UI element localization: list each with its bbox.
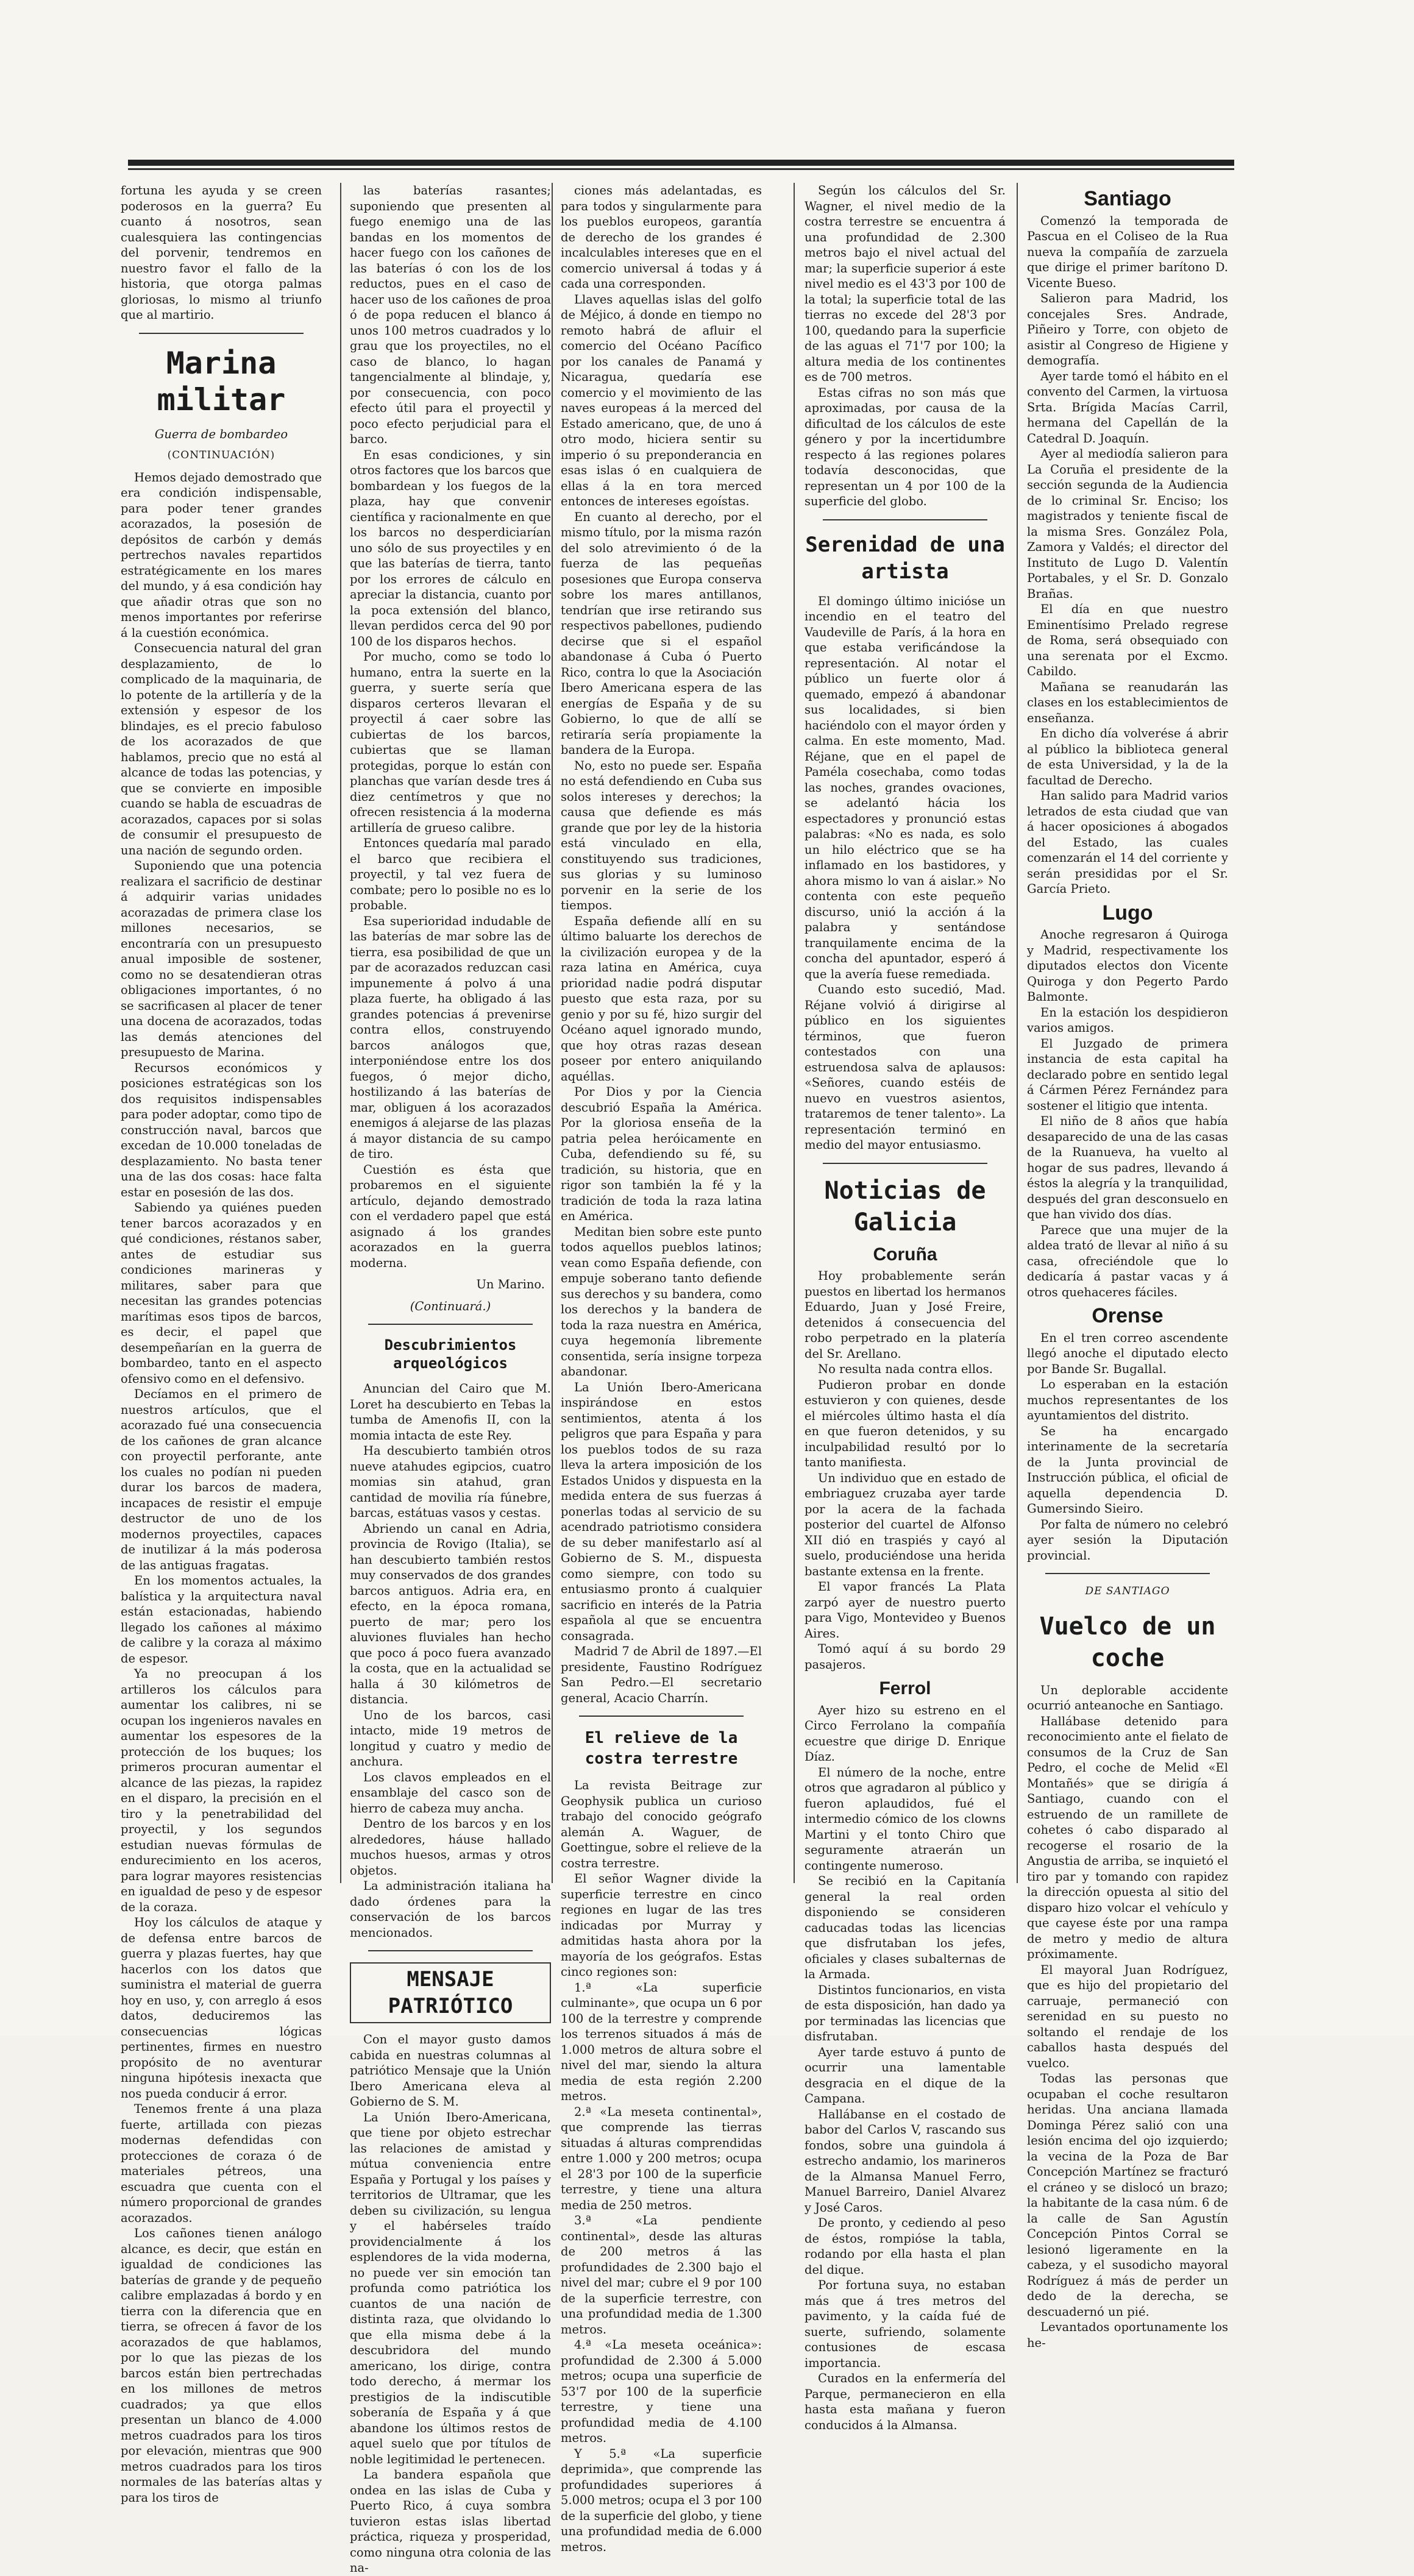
continuation-note: (Continuará.)	[410, 1299, 491, 1313]
paragraph: 4.ª «La meseta oceánica»: profundidad de 2.300 á 5.000 metros; ocupa una superficie de 53'7 por 100 de la superficie terrestre, y tiene una profundidad media de 4.100 metros.	[561, 2338, 762, 2445]
paragraph: Según los cálculos del Sr. Wagner, el nivel medio de la costra terrestre se encuentra á una profundidad de 2.300 metros bajo el nivel actual del mar; la superficie superior á este nivel medio es el 43'3 por 100 de la total; la superficie total de las tierras no excede del 28'3 por 100, quedando para la superficie de las aguas el 71'7 por 100; la altura media de los continentes es de 700 metros.	[805, 183, 1006, 384]
paragraph: La administración italiana ha dado órdenes para la conservación de los barcos mencionados.	[350, 1879, 551, 1940]
article-body	[121, 470, 322, 2506]
divider	[823, 1163, 987, 1164]
paragraph: Ayer al mediodía salieron para La Coruña el presidente de la sección segunda de la Audiencia de lo criminal Sr. Enciso; los magistrados y teniente fiscal de la misma Sres. González Pola, Zamora y Valdés; el director del Instituto de Lugo D. Valentín Portabales, y el Sr. D. Gonzalo Brañas.	[1027, 447, 1228, 601]
paragraph: 1.ª «La superficie culminante», que ocupa un 6 por 100 de la terrestre y comprende los terrenos situados á más de 1.000 metros de altura sobre el nivel del mar, siendo la altura media de esta región 2.200 metros.	[561, 1980, 762, 2103]
paragraph: Suponiendo que una potencia realizara el sacrificio de destinar á adquirir varias unidades acorazadas de primera clase los millones necesarios, se encontraría con un presupuesto anual imposible de sostener, como no se desatendieran otras obligaciones importantes, ó no se sacrificasen al placer de tener una docena de acorazados, todas las demás atenciones del presupuesto de Marina.	[121, 859, 322, 1059]
paragraph: Estas cifras no son más que aproximadas, por causa de la dificultad de los cálculos de este género y por la incertidumbre respecto á las regiones polares todavía desconocidas, que representan un 4 por 100 de la superficie del globo.	[805, 385, 1006, 508]
paragraph: Madrid 7 de Abril de 1897.—El presidente, Faustino Rodríguez San Pedro.—El secretario general, Acacio Charrín.	[561, 1644, 762, 1705]
paragraph: Por falta de número no celebró ayer sesión la Diputación provincial.	[1027, 1517, 1228, 1563]
paragraph: De pronto, y cediendo al peso de éstos, rompióse la tabla, rodando por ella hasta el plan del dique.	[805, 2216, 1006, 2277]
paragraph: Tomó aquí á su bordo 29 pasajeros.	[805, 1642, 1006, 1672]
paragraph: La Unión Ibero-Americana inspirándose en estos sentimientos, atenta á los peligros que para España y para los pueblos todos de su raza lleva la artera imposición de los Estados Unidos y dispuesta en la medida entera de sus fuerzas á ponerlas todas al servicio de su acendrado patriotismo considera de su deber manifestarlo así al Gobierno de S. M., dispuesta como siempre, con todo su entusiasmo pronto á cualquier sacrificio en interés de la Patria española al que se encuentra consagrada.	[561, 1380, 762, 1643]
subsection-orense: Orense	[1092, 1304, 1164, 1327]
article-body	[1027, 927, 1228, 1300]
paragraph: Con el mayor gusto damos cabida en nuestras columnas al patriótico Mensaje que la Unión Ibero Americana eleva al Gobierno de S. M.	[350, 2032, 551, 2109]
paragraph: Llaves aquellas islas del golfo de Méjico, á donde en tiempo no remoto habrá de afluir el comercio del Océano Pacífico por los canales de Panamá y Nicaragua, quedaría ese comercio y el movimiento de las naves europeas á la merced del Estado americano, que, de uno á otro modo, hiciera sentir su imperio ó su preponderancia en esas islas ó en cualquiera de ellas á la en tora merced entonces de intereses egoístas.	[561, 292, 762, 508]
paragraph: En esas condiciones, y sin otros factores que los barcos que bombardean y los fuegos de la plaza, hay que convenir científica y racionalmente en que los barcos no desperdiciarían uno sólo de sus proyectiles y en que las baterías de tierra, tanto por los errores de cálculo en apreciar la distancia, cuanto por la poca extensión del blanco, llevan perdidos cerca del 90 por 100 de los disparos hechos.	[350, 447, 551, 648]
paragraph: Sabiendo ya quiénes pueden tener barcos acorazados y en qué condiciones, réstanos saber, antes de estudiar sus condiciones marineras y militares, saber para que necesitan las grandes potencias marítimas esos tipos de barcos, es decir, el papel que desempeñarían en la guerra de bombardeo, tanto en el aspecto ofensivo como en el defensivo.	[121, 1201, 322, 1386]
paragraph: Anoche regresaron á Quiroga y Madrid, respectivamente los diputados electos don Vicente Quiroga y don Pegerto Pardo Balmonte.	[1027, 928, 1228, 1004]
paragraph: Ya no preocupan á los artilleros los cálculos para aumentar los calibres, ni se ocupan los ingenieros navales en aumentar los espesores de la protección de los buques; los primeros procuran aumentar el alcance de las piezas, la rapidez en el disparo, la precisión en el tiro y la penetrabilidad del proyectil, y los segundos estudian nuevas fórmulas de endurecimiento en los aceros, para lograr mayores resistencias en igualdad de peso y de espesor de la coraza.	[121, 1667, 322, 1914]
paragraph: Y 5.ª «La superficie deprimida», que comprende las profundidades superiores á 5.000 metros; ocupa el 3 por 100 de la superficie del globo, y tiene una profundidad media de 6.000 metros.	[561, 2446, 762, 2554]
dateline: DE SANTIAGO	[1085, 1585, 1170, 1597]
article-body	[805, 1268, 1006, 1672]
paragraph: El vapor francés La Plata zarpó ayer de nuestro puerto para Vigo, Montevideo y Buenos Aires.	[805, 1580, 1006, 1641]
paragraph: Decíamos en el primero de nuestros artículos, que el acorazado fué una consecuencia de los cañones de gran alcance con proyectil perforante, ante los cuales no podían ni pueden durar los barcos de madera, incapaces de resistir el empuje destructor de uno de los modernos proyectiles, capaces de inutilizar á la más poderosa de las antiguas fragatas.	[121, 1387, 322, 1572]
divider	[823, 519, 987, 520]
column-rule	[340, 183, 341, 1883]
section-title-galicia: Noticias de Galicia	[824, 1176, 986, 1237]
paragraph: Anuncian del Cairo que M. Loret ha descubierto en Tebas la tumba de Amenofis II, con la momia intacta de este Rey.	[350, 1382, 551, 1442]
paragraph: Han salido para Madrid varios letrados de esta ciudad que van á hacer oposiciones á abogados del Estado, las cuales comenzarán el 14 del corriente y serán presididas por el Sr. García Prieto.	[1027, 789, 1228, 896]
paragraph: El domingo último inicióse un incendio en el teatro del Vaudeville de París, á la hora en que estaba verificándose la representación. Al notar el público un fuerte olor á quemado, empezó á abandonar sus localidades, si bien haciéndolo con el mayor órden y calma. En este momento, Mad. Réjane, que en el papel de Paméla cosechaba, como todas las noches, grandes ovaciones, se adelantó hácia los espectadores y pronunció estas palabras: «No es nada, es solo un hilo eléctrico que se ha inflamado en los bastidores, y ahora mismo lo van á aislar.» No contenta con este pequeño discurso, unió la acción á la palabra y sentándose tranquilamente encima de la concha del apuntador, esperó á que la avería fuese remediada.	[805, 594, 1006, 981]
article-title-serenidad: Serenidad de una artista	[805, 532, 1005, 584]
paragraph: Por fortuna suya, no estaban más que á tres metros del pavimento, y la caída fué de suerte, sufriendo, solamente contusiones de escasa importancia.	[805, 2278, 1006, 2370]
divider	[1045, 1573, 1210, 1574]
paragraph: Distintos funcionarios, en vista de esta disposición, han dado ya por terminadas las licencias que disfrutaban.	[805, 1982, 1006, 2043]
header-rule-thin	[128, 168, 1234, 170]
paragraph: las baterías rasantes; suponiendo que presenten al fuego enemigo una de las bandas en los momentos de hacer fuego con los cañones de las baterías ó con los de los reductos, pues en el caso de hacer uso de los cañones de proa ó de popa reducen el blanco á unos 100 metros cuadrados y lo grau que los proyectiles, no el caso de blanco, lo hagan tangencialmente al blindaje, y, por consecuencia, con poco efecto útil para el proyectil y poco efecto perjudicial para el barco.	[350, 183, 551, 446]
column-3	[561, 183, 762, 2554]
paragraph: Pudieron probar en donde estuvieron y con quienes, desde el miércoles último hasta el día en que fueron detenidos, y su inculpabilidad resultó por lo tanto manifiesta.	[805, 1377, 1006, 1469]
paragraph: El número de la noche, entre otros que agradaron al público y fueron aplaudidos, fué el intermedio cómico de los clowns Martini y el tonto Chiro que seguramente atraerán un contingente numeroso.	[805, 1765, 1006, 1873]
paragraph: En cuanto al derecho, por el mismo título, por la misma razón del solo atrevimiento ó de la fuerza de las pequeñas posesiones que Europa conserva sobre los mares antillanos, tendrían que irse retirando sus respectivos pabellones, pudiendo decirse que si el español abandonase á Cuba ó Puerto Rico, contra lo que la Asociación Ibero Americana espera de las energías de España y de su Gobierno, lo que de allí se retiraría sería propiamente la bandera de la Europa.	[561, 509, 762, 757]
paragraph: El señor Wagner divide la superficie terrestre en cinco regiones en lugar de las tres indicadas por Murray y admitidas hasta ahora por la mayoría de los geógrafos. Estas cinco regiones son:	[561, 1872, 762, 1979]
paragraph: Hoy probablemente serán puestos en libertad los hermanos Eduardo, Juan y José Freire, detenidos á consecuencia del robo perpetrado en la platería del Sr. Arellano.	[805, 1269, 1006, 1361]
article-body	[561, 1778, 762, 2555]
paragraph: Parece que una mujer de la aldea trató de llevar al niño á su casa, ofreciéndole que lo dedicaría á pastar vacas y á otros quehaceres fáciles.	[1027, 1222, 1228, 1299]
paragraph: Ayer hizo su estreno en el Circo Ferrolano la compañía ecuestre que dirige D. Enrique Díaz.	[805, 1703, 1006, 1764]
paragraph: Comenzó la temporada de Pascua en el Coliseo de la Rua nueva la compañía de zarzuela que dirige el primer barítono D. Vicente Bueso.	[1027, 213, 1228, 290]
paragraph: Dentro de los barcos y en los alrededores, háuse hallado muchos huesos, armas y otros objetos.	[350, 1817, 551, 1878]
column-rule	[552, 183, 553, 1883]
paragraph: Los cañones tienen análogo alcance, es decir, que están en igualdad de condiciones las baterías de grande y de pequeño calibre emplazadas á bordo y en tierra con la diferencia que en tierra, se ofrecen á favor de los acorazados de que hablamos, por lo que las piezas de los barcos están bien pertrechadas en los millones de metros cuadrados; ya que ellos presentan un blanco de 4.000 metros cuadrados para los tiros por elevación, mientras que 900 metros cuadrados para los tiros normales de las baterías altas y para los tiros de	[121, 2226, 322, 2505]
article-title-mensaje: MENSAJE PATRIÓTICO	[350, 1962, 551, 2023]
article-body	[805, 594, 1006, 1153]
column-rule	[794, 183, 795, 1883]
paragraph: Meditan bien sobre este punto todos aquellos pueblos latinos; vean como España defiende, con empuje soberano tanto defiende sus derechos y su bandera, como los derechos y la bandera de toda la raza nuestra en América, cuya hegemonía libremente consentida, sería insigne torpeza abandonar.	[561, 1224, 762, 1378]
paragraph: Se ha encargado interinamente de la secretaría de la Junta provincial de Instrucción pública, el oficial de aquella dependencia D. Gumersindo Sieiro.	[1027, 1424, 1228, 1516]
paragraph: En dicho día volverése á abrir al público la biblioteca general de esta Universidad, y la de la facultad de Derecho.	[1027, 726, 1228, 787]
article-body	[350, 183, 551, 1271]
column-4	[805, 183, 1006, 2432]
subsection-ferrol: Ferrol	[879, 1678, 931, 1698]
article-body	[1027, 213, 1228, 897]
article-body	[805, 1703, 1006, 2433]
article-title-vuelco: Vuelco de un coche	[1039, 1612, 1216, 1672]
intro-text: fortuna les ayuda y se creen poderosos en la guerra? Eu cuanto á nosotros, sean cualesquiera las contingencias del porvenir, tendremos en nuestro favor el fallo de la historia, que otorga palmas gloriosas, lo mismo al triunfo que al martirio.	[121, 183, 322, 322]
paragraph: Entonces quedaría mal parado el barco que recibiera el proyectil, y tal vez fuera de combate; pero lo posible no es lo probable.	[350, 836, 551, 912]
article-body	[350, 2032, 551, 2576]
paragraph: La bandera española que ondea en las islas de Cuba y Puerto Rico, á cuya sombra tuvieron estas islas libertad práctica, riqueza y prosperidad, como ninguna otra colonia de las na-	[350, 2468, 551, 2575]
paragraph: Los clavos empleados en el ensamblaje del casco son de hierro de cabeza muy ancha.	[350, 1770, 551, 1815]
signature: Un Marino.	[476, 1277, 545, 1291]
paragraph: 3.ª «La pendiente continental», desde las alturas de 200 metros á las profundidades de 2.300 bajo el nivel del mar; cubre el 9 por 100 de la superficie terrestre, con una profundidad media de 1.300 metros.	[561, 2213, 762, 2336]
paragraph: Se recibió en la Capitanía general la real orden disponiendo se consideren caducadas todas las licencias que disfrutaban los jefes, oficiales y clases subalternas de la Armada.	[805, 1874, 1006, 1981]
divider	[368, 1324, 533, 1325]
article-title-descubrimientos: Descubrimientos arqueológicos	[384, 1336, 517, 1372]
column-rule	[1017, 183, 1018, 1883]
article-title-marina: Marina militar	[157, 345, 286, 417]
paragraph: Hoy los cálculos de ataque y de defensa entre barcos de guerra y plazas fuertes, hay que hacerlos con los datos que suministra el material de guerra hoy en uso, y, con arreglo á esos datos, deduciremos las consecuencias lógicas pertinentes, firmes en nuestro propósito de no aventurar ninguna hipótesis inexacta que nos pueda conducir á error.	[121, 1915, 322, 2101]
paragraph: Por Dios y por la Ciencia descubrió España la América. Por la gloriosa enseña de la patria pelea heróicamente en Cuba, defendiendo su fé, su tradición, su historia, que en rigor son también la fé y la tradición de toda la raza latina en América.	[561, 1085, 762, 1223]
subsection-santiago: Santiago	[1084, 187, 1171, 210]
article-title-relieve: El relieve de la costra terrestre	[584, 1729, 738, 1768]
column-5	[1027, 183, 1228, 2350]
paragraph: Cuestión es ésta que probaremos en el siguiente artículo, dejando demostrado con el verdadero papel que está asignado á los grandes acorazados en la guerra moderna.	[350, 1162, 551, 1270]
paragraph: Abriendo un canal en Adria, provincia de Rovigo (Italia), se han descubierto también restos muy conservados de dos grandes barcos antiguos. Adria era, en efecto, en la época romana, puerto de mar; pero los aluviones fluviales han hecho que poco á poco fuera avanzado la costa, que en la actualidad se halla á 30 kilómetros de distancia.	[350, 1521, 551, 1706]
article-body	[350, 1381, 551, 1940]
paragraph: Esa superioridad indudable de las baterías de mar sobre las de tierra, esa posibilidad de que un par de acorazados reduzcan casi impunemente á polvo á una plaza fuerte, ha obligado á las grandes potencias á prevenirse contra ellos, construyendo barcos análogos que, interponiéndose entre los dos fuegos, ó mejor dicho, hostilizando á las baterías de mar, obliguen á los acorazados enemigos á alejarse de las plazas á mayor distancia de su campo de tiro.	[350, 914, 551, 1161]
article-subtitle: Guerra de bombardeo	[154, 427, 288, 441]
divider	[139, 333, 304, 334]
paragraph: Ayer tarde tomó el hábito en el convento del Carmen, la virtuosa Srta. Brígida Macías Carril, hermana del Capellán de la Catedral D. Joaquín.	[1027, 369, 1228, 445]
paragraph: Un individuo que en estado de embriaguez cruzaba ayer tarde por la acera de la fachada posterior del cuartel de Alfonso XII dió en traspiés y cayó al suelo, produciéndose una herida bastante extensa en la frente.	[805, 1471, 1006, 1578]
paragraph: ciones más adelantadas, es para todos y singularmente para los pueblos europeos, garantía de derecho de los grandes é incalculables intereses que en el comercio universal á todas y á cada una corresponden.	[561, 183, 762, 291]
article-body	[1027, 1330, 1228, 1564]
column-1	[121, 183, 322, 2505]
paragraph: Hemos dejado demostrado que era condición indispensable, para poder tener grandes acorazados, la posesión de depósitos de carbón y demás pertrechos navales repartidos estratégicamente en los mares del mundo, y á esa condición hay que añadir otras que son no menos importantes por referirse á la cuestión económica.	[121, 470, 322, 640]
continuation-label: (CONTINUACIÓN)	[167, 449, 275, 461]
paragraph: 2.ª «La meseta continental», que comprende las tierras situadas á alturas comprendidas entre 1.000 y 200 metros; ocupa el 28'3 por 100 de la superficie terrestre, y tiene una altura media de 250 metros.	[561, 2104, 762, 2212]
paragraph: Uno de los barcos, casi intacto, mide 19 metros de longitud y cuatro y medio de anchura.	[350, 1708, 551, 1769]
divider	[579, 1716, 744, 1717]
paragraph: Ha descubierto también otros nueve atahudes egipcios, cuatro momias sin atahud, gran cantidad de movilia ría fúnebre, barcas, estátuas vasos y cestas.	[350, 1444, 551, 1520]
paragraph: Recursos económicos y posiciones estratégicas son los dos requisitos indispensables para poder adoptar, como tipo de construcción naval, barcos que excedan de 10.000 toneladas de desplazamiento. No basta tener una de las dos cosas: hace falta estar en posesión de las dos.	[121, 1060, 322, 1199]
subsection-lugo: Lugo	[1102, 901, 1153, 924]
paragraph: La revista Beitrage zur Geophysik publica un curioso trabajo del conocido geógrafo alemán A. Waguer, de Goettingue, sobre el relieve de la costra terrestre.	[561, 1778, 762, 1870]
paragraph: Curados en la enfermería del Parque, permanecieron en ella hasta esta mañana y fueron conducidos á la Almansa.	[805, 2371, 1006, 2432]
paragraph: En el tren correo ascendente llegó anoche el diputado electo por Bande Sr. Bugallal.	[1027, 1330, 1228, 1376]
paragraph: Tenemos frente á una plaza fuerte, artillada con piezas modernas defendidas con protecciones de coraza ó de materiales pétreos, una escuadra que cuenta con el número proporcional de grandes acorazados.	[121, 2102, 322, 2225]
paragraph: Hallábanse en el costado de babor del Carlos V, rascando sus fondos, sobre una guindola á estrecho andamio, los marineros de la Almansa Manuel Ferro, Manuel Barreiro, Daniel Alvarez y José Caros.	[805, 2107, 1006, 2215]
article-body	[805, 183, 1006, 509]
paragraph: El niño de 8 años que había desaparecido de una de las casas de la Ruanueva, ha vuelto al hogar de sus padres, llevando á éstos la alegría y la tranquilidad, después del gran desconsuelo en que han vivido dos días.	[1027, 1114, 1228, 1221]
paragraph: Un deplorable accidente ocurrió anteanoche en Santiago.	[1027, 1683, 1228, 1712]
header-rule	[128, 160, 1234, 166]
divider	[368, 1950, 533, 1951]
article-body	[561, 183, 762, 1706]
paragraph: El mayoral Juan Rodríguez, que es hijo del propietario del carruaje, permaneció con serenidad en su puesto no soltando el rendaje de los caballos hasta después del vuelco.	[1027, 1962, 1228, 2070]
paragraph: No resulta nada contra ellos.	[818, 1362, 993, 1376]
column-2	[350, 183, 551, 2575]
paragraph: En los momentos actuales, la balística y la arquitectura naval están estacionadas, habiendo llegado los cañones al máximo de calibre y la coraza al máximo de espesor.	[121, 1574, 322, 1666]
paragraph: La Unión Ibero-Americana, que tiene por objeto estrechar las relaciones de amistad y mútua conveniencia entre España y Portugal y los países y territorios de Ultramar, que les deben su civilización, su lengua y el habérseles traído providencialmente á los esplendores de la vida moderna, no puede ver sin emoción tan profunda como patriótica los cuantos de una nación de distinta raza, que olvidando lo que ella misma debe á la descubridora del mundo americano, los dirige, contra todo derecho, á mermar los prestigios de la indiscutible soberanía de España y á que abandone los últimos restos de aquel suelo que por títulos de noble legitimidad le pertenecen.	[350, 2110, 551, 2466]
paragraph: Hallábase detenido para reconocimiento ante el fielato de consumos de la Cruz de San Pedro, el coche de Melid «El Montañés» que se dirigía á Santiago, cuando con el estruendo de un ramillete de cohetes ó cabo disparado al recogerse el rosario de la Angustia de arriba, se inquietó el tiro par y tomando con rapidez la dirección opuesta al sitio del disparo hizo volcar el vehículo y que cayese éste por una rampa de metro y medio de altura próximamente.	[1027, 1714, 1228, 1961]
subsection-coruna: Coruña	[873, 1244, 937, 1265]
paragraph: Salieron para Madrid, los concejales Sres. Andrade, Piñeiro y Torre, con objeto de asistir al Congreso de Higiene y demografía.	[1027, 291, 1228, 367]
paragraph: Levantados oportunamente los he-	[1027, 2320, 1228, 2350]
paragraph: Por mucho, como se todo lo humano, entra la suerte en la guerra, y suerte sería que disparos certeros llevaran el proyectil á caer sobre las cubiertas de los barcos, cubiertas que se llaman protegidas, porque lo están con planchas que varían desde tres á diez centímetros y que no ofrecen resistencia á la moderna artillería de grueso calibre.	[350, 650, 551, 835]
paragraph: Consecuencia natural del gran desplazamiento, de lo complicado de la maquinaria, de lo potente de la artillería y de la extensión y espesor de los blindajes, es el precio fabuloso de los acorazados de que hablamos, precio que no está al alcance de todas las potencias, y que se convierte en imposible cuando se habla de escuadras de acorazados, capaces por si solas de consumir el presupuesto de una nación de segundo orden.	[121, 641, 322, 857]
paragraph: Todas las personas que ocupaban el coche resultaron heridas. Una anciana llamada Dominga Pérez salió con una lesión encima del ojo izquierdo; la vecina de la Poza de Bar Concepción Martínez se fracturó el cráneo y se dislocó un brazo; la habitante de la casa núm. 6 de la calle de San Agustín Concepción Pintos Corral se lesionó ligeramente en la cabeza, y el susodicho mayoral Rodríguez á más de perder un dedo de la derecha, se descuadernó un pié.	[1027, 2071, 1228, 2319]
paragraph: El día en que nuestro Eminentísimo Prelado regrese de Roma, será obsequiado con una serenata por el Excmo. Cabildo.	[1027, 602, 1228, 678]
paragraph: Mañana se reanudarán las clases en los establecimientos de enseñanza.	[1027, 679, 1228, 725]
article-body	[1027, 1683, 1228, 2351]
paragraph: Lo esperaban en la estación muchos representantes de los ayuntamientos del distrito.	[1027, 1377, 1228, 1422]
paragraph: Cuando esto sucedió, Mad. Réjane volvió á dirigirse al público en los siguientes términos, que fueron contestados con una estruendosa salva de aplausos: «Señores, cuando estéis de nuevo en vuestros asientos, trataremos de tener talento». La representación terminó en medio del mayor entusiasmo.	[805, 982, 1006, 1152]
paragraph: España defiende allí en su último baluarte los derechos de la civilización europea y de la raza latina en América, cuya prioridad nadie podrá disputar puesto que esta raza, por su genio y por su fé, hizo surgir del Océano aquel ignorado mundo, que hoy otras razas desean poseer por entero aniquilando aquéllas.	[561, 914, 762, 1084]
paragraph: Ayer tarde estuvo á punto de ocurrir una lamentable desgracia en el dique de la Campana.	[805, 2045, 1006, 2106]
paragraph: El Juzgado de primera instancia de esta capital ha declarado pobre en sentido legal á Cármen Pérez Fernández para sostener el litigio que intenta.	[1027, 1036, 1228, 1113]
paragraph: No, esto no puede ser. España no está defendiendo en Cuba sus solos intereses y derechos; la causa que defiende es más grande que por ley de la historia está vinculado en ella, constituyendo sus tradiciones, sus glorias y su luminoso porvenir en la serie de los tiempos.	[561, 758, 762, 912]
paragraph: En la estación los despidieron varios amigos.	[1027, 1005, 1228, 1035]
